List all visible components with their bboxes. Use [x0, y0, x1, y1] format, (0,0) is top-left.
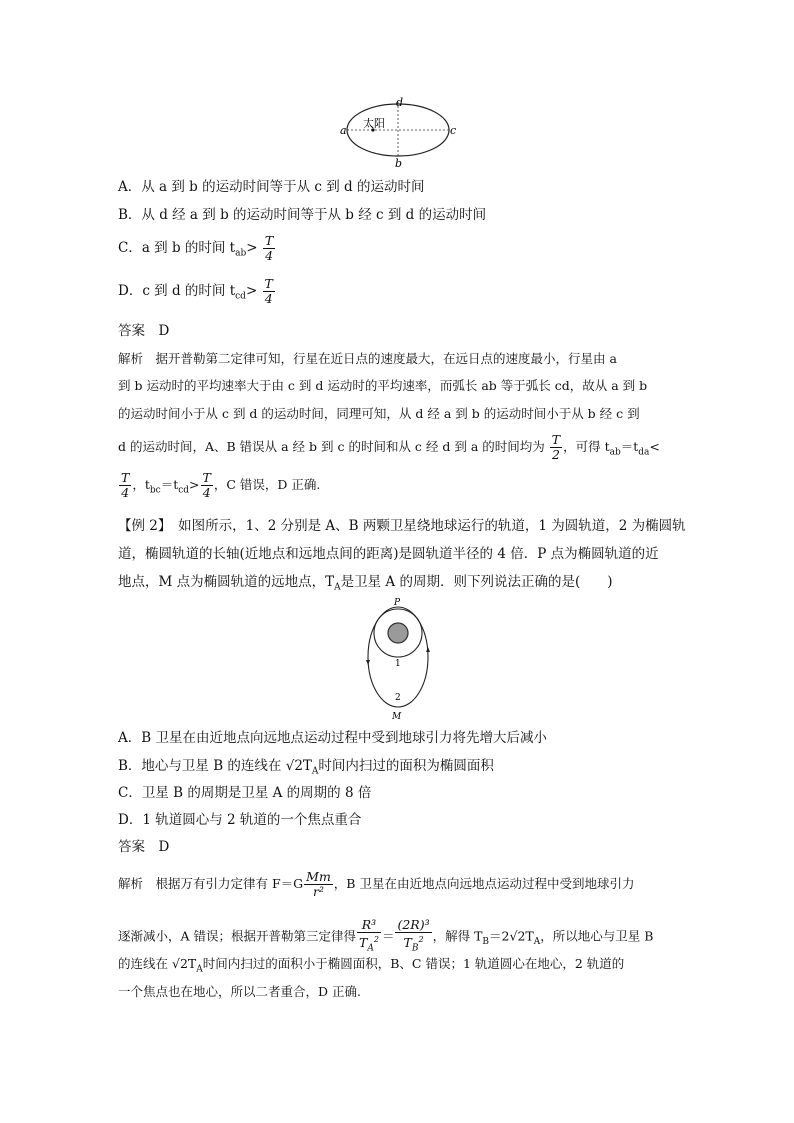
- ex2-text: 地点，M 点为椭圆轨道的远地点，T: [118, 574, 335, 590]
- q2-analysis-line3: [118, 955, 624, 979]
- q2-option-b-text: B．地心与卫星 B 的连线在 √2T: [118, 758, 312, 774]
- frac-den-sub: B: [411, 943, 419, 954]
- frac-den: 4: [121, 485, 130, 500]
- frac-den-sup: 2: [418, 935, 424, 944]
- analysis-text: d 的运动时间，A、B 错误从 a 经 b 到 c 的时间和从 c 经 d 到 a 的时间均为: [118, 439, 545, 454]
- frac-num: T: [202, 470, 211, 485]
- q1-option-c-sub: ab: [235, 248, 247, 259]
- q2-option-a: A．B 卫星在由近地点向远地点运动过程中受到地球引力将先增大后减小: [118, 730, 547, 746]
- frac-den-t: T: [359, 935, 368, 951]
- sub-a: A: [533, 936, 541, 947]
- frac-num: Mm: [306, 869, 331, 884]
- fraction-t-over-4: [201, 471, 213, 500]
- analysis-text: ，B 卫星在由近地点向远地点运动过程中受到地球引力: [333, 876, 635, 891]
- fraction-t-over-2: [550, 433, 562, 462]
- lt-sign: <: [649, 439, 660, 454]
- analysis-text: 逐渐减小，A 错误；根据开普勒第三定律得: [118, 928, 357, 944]
- analysis-text: ＝t: [160, 477, 179, 492]
- analysis-text: 的连线在 √2T: [118, 956, 197, 971]
- frac-den: 4: [264, 291, 273, 306]
- frac-den: 2: [551, 447, 560, 462]
- label-b: b: [395, 157, 403, 168]
- sub-ab: ab: [609, 447, 621, 458]
- ex2-line2: 道，椭圆轨道的长轴(近地点和远地点间的距离)是圆轨道半径的 4 倍．P 点为椭圆轨道的近: [118, 546, 659, 562]
- q2-analysis-line1: [118, 870, 634, 899]
- gt-sign: >: [245, 283, 258, 299]
- frac-den-sub: A: [367, 943, 374, 954]
- q1-answer: 答案 D: [118, 323, 170, 339]
- sub-cd: cd: [178, 485, 190, 496]
- q1-analysis-line4: d 的运动时间，A、B 错误从 a 经 b 到 c 的时间和从 c 经 d 到 a 的时间均为 $\frac{T}{2}$ ，可得 $t_{ab}=t_{da}<$: [118, 432, 660, 462]
- analysis-text: ，所以地心与卫星 B: [540, 928, 654, 944]
- sub-a: A: [311, 766, 319, 777]
- ex2-line3: [118, 573, 613, 597]
- frac-den-t: T: [403, 935, 412, 951]
- frac-num: T: [264, 233, 274, 248]
- analysis-text: ，C 错误，D 正确.: [213, 477, 321, 492]
- arrow-right: [426, 647, 430, 652]
- frac-den: 4: [202, 485, 211, 500]
- fraction-mm-over-r2: [304, 870, 333, 899]
- q1-option-b: B．从 d 经 a 到 b 的运动时间等于从 b 经 c 到 d 的运动时间: [118, 207, 487, 223]
- earth: [388, 623, 408, 643]
- gt-sign: >: [189, 477, 200, 492]
- gt-sign: >: [246, 240, 258, 256]
- arrow-left: [366, 660, 370, 665]
- q1-analysis-line3: 的运动时间小于从 c 到 d 的运动时间，同理可知，从 d 经 a 到 b 的运动时间小于从 b 经 c 到: [118, 406, 640, 421]
- analysis-text: ，解得 T: [432, 928, 483, 944]
- q2-option-d: D．1 轨道圆心与 2 轨道的一个焦点重合: [118, 812, 362, 828]
- q2-option-b-text: 时间内扫过的面积为椭圆面积: [318, 758, 494, 774]
- sub-a: A: [196, 964, 203, 975]
- frac-den: [395, 933, 431, 956]
- q2-analysis-line2: [118, 918, 653, 956]
- fraction-t-over-4: [263, 277, 275, 306]
- frac-num: R³: [357, 918, 381, 933]
- q1-option-c-text: C．a 到 b 的时间 t: [118, 240, 236, 256]
- q2-option-b: [118, 757, 494, 781]
- fraction-t-over-4: [119, 471, 131, 500]
- analysis-text: 时间内扫过的面积小于椭圆面积，B、C 错误；1 轨道圆心在地心，2 轨道的: [202, 956, 625, 971]
- frac-den: 4: [265, 248, 274, 263]
- frac-den: [357, 933, 381, 956]
- q1-analysis-line5: [118, 471, 320, 500]
- q2-answer: 答案 D: [118, 839, 170, 855]
- label-p: P: [394, 598, 401, 608]
- label-m: M: [392, 712, 402, 722]
- q2-analysis-line4: 一个焦点也在地心，所以二者重合，D 正确.: [118, 984, 361, 999]
- analysis-text: ，可得 t: [563, 439, 610, 454]
- label-2: 2: [395, 693, 401, 703]
- fraction-r3-over-ta2: [357, 918, 381, 956]
- frac-num: (2R)³: [397, 917, 430, 932]
- q1-analysis-line1: 解析 据开普勒第二定律可知，行星在近日点的速度最大，在远日点的速度最小，行星由 a: [118, 351, 617, 366]
- sub-b: B: [482, 936, 490, 947]
- frac-den: r²: [312, 884, 324, 899]
- ex2-line1: 【例 2】 如图所示，1、2 分别是 A、B 两颗卫星绕地球运行的轨道，1 为圆轨道，2 为椭圆轨: [118, 518, 686, 534]
- label-d: d: [396, 96, 404, 109]
- q1-option-d-text: D．c 到 d 的时间 t: [118, 283, 236, 299]
- frac-num: T: [264, 276, 273, 291]
- satellite-orbits-diagram: [355, 595, 445, 723]
- analysis-text: ＝2√2T: [489, 928, 534, 944]
- equals-sign: ＝: [381, 928, 395, 944]
- label-c: c: [450, 124, 457, 137]
- ellipse-orbit-diagram: [335, 92, 465, 168]
- sub-a: A: [334, 582, 341, 593]
- q1-option-d: [118, 277, 276, 306]
- frac-den-sup: 2: [373, 935, 379, 944]
- fraction-t-over-4: [263, 234, 275, 263]
- analysis-text: 解析 根据万有引力定律有 F＝G: [118, 876, 304, 891]
- frac-num: T: [551, 432, 561, 447]
- q1-option-d-sub: cd: [235, 291, 246, 302]
- ex2-text: 是卫星 A 的周期．则下列说法正确的是( ): [340, 574, 613, 590]
- sub-da: da: [638, 447, 650, 458]
- label-a: a: [340, 124, 347, 137]
- frac-num: T: [121, 470, 130, 485]
- q1-analysis-line2: 到 b 运动时的平均速率大于由 c 到 d 运动时的平均速率，而弧长 ab 等于弧长 cd，故从 a 到 b: [118, 378, 648, 393]
- fraction-2r3-over-tb2: [395, 918, 431, 956]
- sub-bc: bc: [149, 485, 161, 496]
- q1-option-a: A．从 a 到 b 的运动时间等于从 c 到 d 的运动时间: [118, 179, 425, 195]
- q2-option-c: C．卫星 B 的周期是卫星 A 的周期的 8 倍: [118, 785, 372, 801]
- q1-option-c: [118, 234, 276, 263]
- label-1: 1: [395, 659, 401, 669]
- analysis-text: ，t: [132, 477, 150, 492]
- label-sun: 太阳: [363, 117, 385, 130]
